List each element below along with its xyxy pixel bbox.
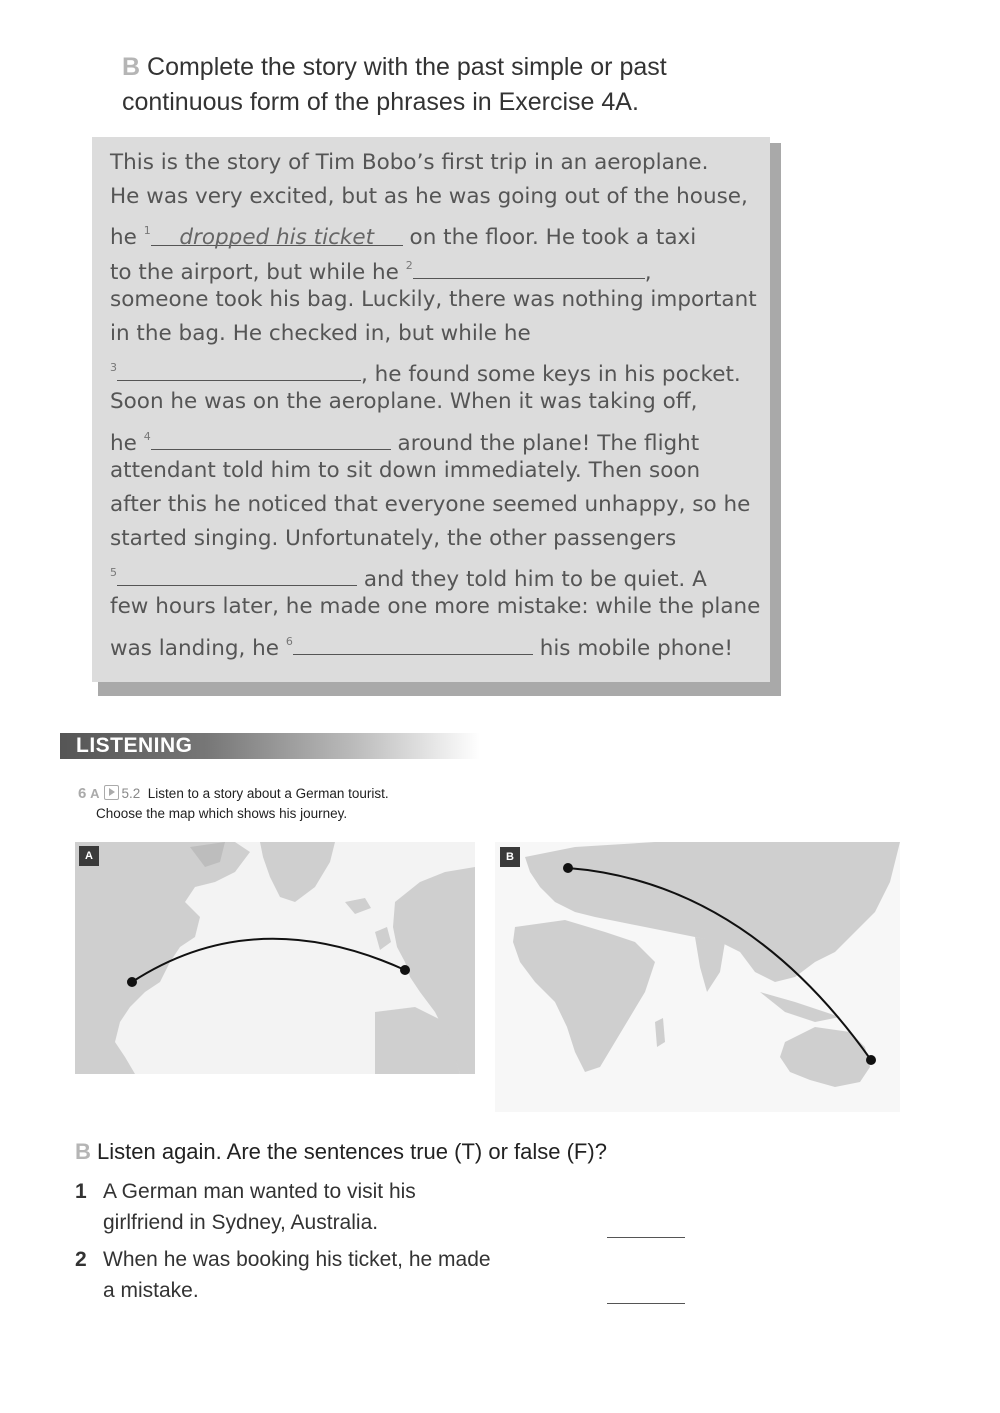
story-line-text: someone took his bag. Luckily, there was nothing important <box>110 286 757 312</box>
exercise-b-letter: B <box>122 53 141 81</box>
gap-number-4: 4 <box>143 429 151 443</box>
gap-number-2: 2 <box>405 258 413 272</box>
story-line-text: after this he noticed that everyone seemed unhappy, so he <box>110 491 751 517</box>
story-line-text: he <box>110 430 137 456</box>
story-line <box>110 590 770 624</box>
story-line <box>110 454 770 488</box>
question-6a-line2: Choose the map which shows his journey. <box>96 806 348 821</box>
gap-4-blank[interactable] <box>151 425 391 450</box>
story-line <box>110 351 770 388</box>
story-line-text: This is the story of Tim Bobo’s first trip in an aeroplane. <box>110 150 709 175</box>
gap-5-blank[interactable] <box>117 561 357 586</box>
story-line <box>110 488 770 522</box>
question-number: 6 <box>78 785 87 802</box>
tf-item <box>75 1244 695 1306</box>
story-line <box>110 625 770 659</box>
exercise-6b-text: Listen again. Are the sentences true (T) or false (F)? <box>97 1139 607 1164</box>
story-line-text: around the plane! The flight <box>397 430 700 456</box>
story-line <box>110 522 770 556</box>
gap-number-5: 5 <box>110 566 117 580</box>
play-icon[interactable] <box>104 785 119 800</box>
tf-item <box>75 1176 695 1238</box>
story-line <box>110 385 770 419</box>
story-line <box>110 283 770 317</box>
route-end-dot <box>866 1055 876 1065</box>
item-line2: girlfriend in Sydney, Australia. <box>103 1211 379 1234</box>
gap-number-6: 6 <box>285 634 293 648</box>
gap-number-1: 1 <box>143 224 151 238</box>
exercise-b-text: Complete the story with the past simple or past continuous form of the phrases in Exercise 4A. <box>122 53 667 116</box>
map-a-label: A <box>79 846 99 866</box>
story-line-text: , <box>644 259 652 285</box>
map-a[interactable] <box>75 842 475 1074</box>
story-line-text: Soon he was on the aeroplane. When it was taking off, <box>110 389 698 415</box>
gap-2-blank[interactable] <box>413 254 645 279</box>
question-6a <box>78 784 498 824</box>
item-line2: a mistake. <box>103 1279 199 1302</box>
item-line1: A German man wanted to visit his <box>103 1180 416 1203</box>
gap-3-blank[interactable] <box>117 356 361 381</box>
exercise-b-instruction <box>122 50 762 120</box>
story-line-text: , he found some keys in his pocket. <box>361 362 741 388</box>
track-number: 5.2 <box>121 786 141 801</box>
story-line-text: on the floor. He took a taxi <box>409 225 697 251</box>
story-line-text: and they told him to be quiet. A <box>363 567 707 593</box>
story-line <box>110 180 770 214</box>
story-line <box>110 249 770 283</box>
gap-1-answer[interactable]: dropped his ticket <box>151 221 403 246</box>
story-line-text: his mobile phone! <box>539 635 733 661</box>
story-line <box>110 317 770 351</box>
story-line <box>110 420 770 454</box>
story-line-text: to the airport, but while he <box>110 259 399 285</box>
item-line1: When he was booking his ticket, he made <box>103 1248 491 1271</box>
story-line-text: in the bag. He checked in, but while he <box>110 320 531 346</box>
question-6a-text: Listen to a story about a German tourist. <box>147 786 389 801</box>
story-line-text: He was very excited, but as he was going out of the house, <box>110 184 748 210</box>
story-line <box>110 146 770 180</box>
route-start-dot <box>127 977 137 987</box>
story-line-text: started singing. Unfortunately, the other passengers <box>110 526 677 552</box>
item-number: 1 <box>75 1180 87 1203</box>
story-line-text: he <box>110 225 137 251</box>
story-line-text: few hours later, he made one more mistake: while the plane <box>110 594 761 620</box>
story-text <box>110 146 770 659</box>
map-b-label: B <box>500 847 520 867</box>
exercise-6b-instruction <box>75 1137 607 1167</box>
listening-title: LISTENING <box>76 734 193 757</box>
question-letter: A <box>90 786 100 801</box>
route-end-dot <box>400 965 410 975</box>
item-number: 2 <box>75 1248 87 1271</box>
gap-number-3: 3 <box>110 361 117 375</box>
story-line <box>110 556 770 593</box>
story-line-text: attendant told him to sit down immediately. Then soon <box>110 457 701 483</box>
map-a-graphic <box>75 842 475 1074</box>
story-line-text: was landing, he <box>110 635 279 661</box>
map-b-graphic <box>495 842 900 1112</box>
story-line <box>110 214 770 251</box>
exercise-6b-letter: B <box>75 1139 91 1164</box>
map-b[interactable] <box>495 842 900 1112</box>
route-start-dot <box>563 863 573 873</box>
question-6a-line1 <box>78 784 498 804</box>
gap-6-blank[interactable] <box>293 630 533 655</box>
tf-answer-blank-2[interactable] <box>607 1302 685 1304</box>
tf-answer-blank-1[interactable] <box>607 1236 685 1238</box>
